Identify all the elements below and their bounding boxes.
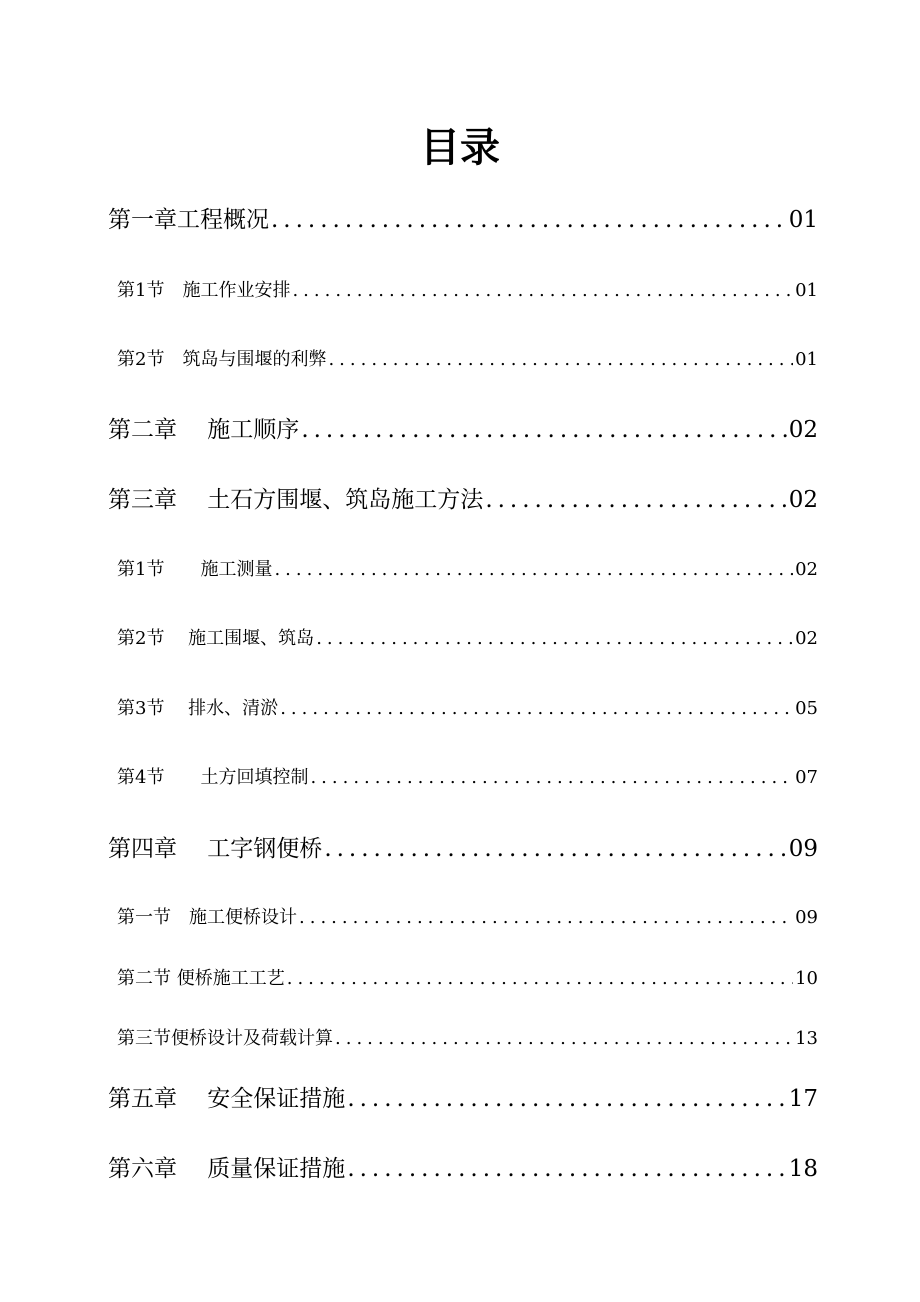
toc-entry-page: 09 (788, 836, 818, 862)
toc-entry-label: 第一章工程概况 (108, 207, 269, 233)
toc-entry-page: 10 (795, 968, 818, 989)
toc-entry-chapter-2[interactable] (108, 413, 818, 447)
toc-dot-leader (290, 276, 793, 306)
toc-entry-label: 第4节 土方回填控制 (117, 767, 309, 788)
toc-entry-label: 第二节 便桥施工工艺 (117, 968, 285, 989)
toc-entry-label: 第2节 施工围堰、筑岛 (117, 628, 315, 649)
toc-dot-leader (308, 763, 793, 793)
toc-entry-page: 18 (788, 1156, 818, 1182)
toc-entry-page: 02 (788, 417, 818, 443)
toc-entry-label: 第1节 施工作业安排 (117, 280, 291, 301)
toc-entry-label: 第四章 工字钢便桥 (108, 836, 323, 862)
toc-dot-leader (297, 903, 793, 933)
toc-entry-section-4-2[interactable] (117, 964, 818, 994)
toc-entry-page: 09 (795, 907, 818, 928)
toc-entry-label: 第1节 施工测量 (117, 559, 273, 580)
page-title: 目录 (420, 125, 500, 171)
toc-entry-page: 02 (788, 487, 818, 513)
toc-entry-page: 01 (788, 207, 818, 233)
toc-dot-leader (326, 345, 793, 375)
toc-entry-label: 第一节 施工便桥设计 (117, 907, 297, 928)
toc-entry-page: 05 (795, 698, 818, 719)
toc-entry-page: 07 (795, 767, 818, 788)
toc-dot-leader (322, 832, 786, 866)
toc-entry-label: 第二章 施工顺序 (108, 417, 300, 443)
toc-entry-page: 02 (795, 559, 818, 580)
toc-entry-chapter-6[interactable] (108, 1152, 818, 1186)
toc-entry-page: 02 (795, 628, 818, 649)
toc-entry-section-3-3[interactable] (117, 694, 818, 724)
toc-entry-label: 第三章 土石方围堰、筑岛施工方法 (108, 487, 484, 513)
toc-entry-section-4-3[interactable] (117, 1024, 818, 1054)
toc-entry-section-4-1[interactable] (117, 903, 818, 933)
toc-dot-leader (345, 1082, 786, 1116)
toc-entry-label: 第六章 质量保证措施 (108, 1156, 346, 1182)
toc-entry-section-1-2[interactable] (117, 345, 818, 375)
toc-entry-label: 第3节 排水、清淤 (117, 698, 279, 719)
toc-entry-page: 01 (795, 349, 818, 370)
toc-entry-label: 第三节便桥设计及荷载计算 (117, 1028, 333, 1049)
toc-dot-leader (314, 624, 793, 654)
toc-dot-leader (285, 964, 793, 994)
toc-entry-chapter-5[interactable] (108, 1082, 818, 1116)
toc-entry-page: 01 (795, 280, 818, 301)
toc-entry-page: 13 (795, 1028, 818, 1049)
toc-dot-leader (333, 1024, 793, 1054)
toc-entry-section-1-1[interactable] (117, 276, 818, 306)
toc-entry-chapter-4[interactable] (108, 832, 818, 866)
toc-dot-leader (272, 555, 793, 585)
toc-entry-section-3-4[interactable] (117, 763, 818, 793)
toc-entry-chapter-3[interactable] (108, 483, 818, 517)
toc-dot-leader (345, 1152, 786, 1186)
toc-dot-leader (269, 203, 787, 237)
toc-entry-label: 第2节 筑岛与围堰的利弊 (117, 349, 327, 370)
toc-dot-leader (278, 694, 793, 724)
toc-entry-section-3-1[interactable] (117, 555, 818, 585)
toc-dot-leader (483, 483, 786, 517)
toc-entry-chapter-1[interactable] (108, 203, 818, 237)
toc-dot-leader (299, 413, 786, 447)
toc-entry-page: 17 (788, 1086, 818, 1112)
toc-entry-section-3-2[interactable] (117, 624, 818, 654)
toc-entry-label: 第五章 安全保证措施 (108, 1086, 346, 1112)
